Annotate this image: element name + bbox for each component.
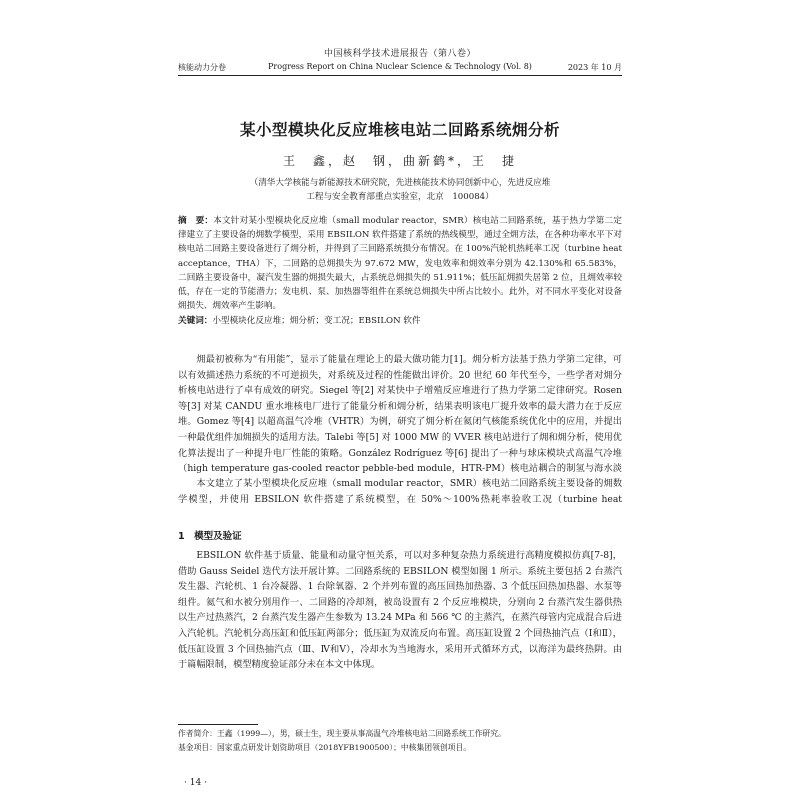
author-list: 王 鑫，赵 钢，曲新鹤*，王 捷 [282,154,517,168]
section-name: 核能动力分卷 [178,63,226,72]
abstract [178,214,622,314]
issue-date: 2023 年 10 月 [567,63,622,72]
intro-paragraph-2 [178,476,622,508]
intro-text-2: 本文建立了某小型模块化反应堆（small modular reactor，SMR）核电站二回路系统主要设备的㶲数学模型，并使用 EBSILON 软件搭建了系统模型，在 50%～100%热耗率验收工况（turbine heat [178,478,622,505]
abstract-text: 本文针对某小型模块化反应堆（small modular reactor，SMR）核电站二回路系统，基于热力学第二定律建立了主要设备的㶲数学模型，采用 EBSILON 软件搭建了系统的热线模型，通过全㶲方法，在各种功率水平下对核电站二回路主要设备进行了㶲分析，并得到了三回路系统损分布情况。在 100%汽轮机热耗率工况（turbine heat acceptance，THA）下，二回路的总㶲损失为 97.672 MW，发电效率和㶲效率分别为 42.130%和 65.583%，二回路主要设备中，凝汽发生器的㶲损失最大，占系统总㶲损失的 51.911%；低压缸㶲损失居第 2 位，且㶲效率较低，存在一定的节能潜力；发电机、泵、加热器等组件在系统总㶲损失中所占比较小。此外，对不同水平变化对设备㶲损失、㶲效率产生影响。 [178,216,622,312]
intro-text-1: 㶲最初被称为“有用能”，显示了能量在理论上的最大做功能力[1]。㶲分析方法基于热力学第二定律，可以有效描述热力系统的不可逆损失，对系统及过程的性能做出评价。20 世纪 60 年代至今，一些学者对㶲分析核电站进行了卓有成效的研究。Siegel 等[2] 对某快中子增殖反应堆进行了热力学第二定律研究。Rosen 等[3] 对某 CANDU 重水堆核电厂进行了能量分析和㶲分析，结果表明该电厂提升效率的最大潜力在于反应堆。Gomez 等[4] 以超高温气冷堆（VHTR）为例，研究了㶲分析在氦闭气核能系统优化中的应用，并提出一种最优组件加㶲损失的适用方法。Talebi 等[5] 对 1000 MW 的 VVER 核电站进行了㶲和㶲分析，使用优化算法提出了一种提升电厂性能的策略。González Rodríguez 等[6] 提出了一种与球床模块式高温气冷堆（high temperature gas-cooled reactor pebble-bed module，HTR-PM）核电站耦合的制氢与海水淡 [178,354,622,475]
footnote-divider [178,724,258,725]
keywords [178,314,622,328]
affiliation-line-2: 工程与安全教育部重点实验室，北京 100084） [306,192,494,202]
footnote-author-bio: 作者简介：王鑫（1999—），男，硕士生，现主要从事高温气冷堆核电站二回路系统工作研究。 [178,729,506,738]
journal-title-cn: 中国核科学技术进展报告（第八卷） [323,49,476,59]
intro-paragraph-1 [178,352,622,476]
page-number: · 14 · [184,778,207,788]
footnote-funding: 基金项目：国家重点研发计划资助项目（2018YFB1900500）；中核集团领创项目。 [178,743,472,752]
keywords-label: 关键词： [178,316,213,326]
keywords-text: 小型模块化反应堆；㶲分析；变工况；EBSILON 软件 [212,316,421,326]
affiliation-line-1: （清华大学核能与新能源技术研究院，先进核能技术协同创新中心，先进反应堆 [249,178,551,188]
section-1-text: EBSILON 软件基于质量、能量和动量守恒关系，可以对多种复杂热力系统进行高精度模拟仿真[7-8]，借助 Gauss Seidel 迭代方法开展计算。二回路系统的 EBSILON 模型如图 1 所示。系统主要包括 2 台蒸汽发生器、汽轮机、1 台冷凝器、1 台除氧器、2 个并列布置的高压回热加热器、3 个低压回热加热器、水泵等组件。氦气和水被分别用作一、二回路的冷却剂，被岛设置有 2 个反应堆模块，分别向 2 台蒸汽发生器供热以生产过热蒸汽，2 台蒸汽发生器产生参数为 13.24 MPa 和 566 ℃ 的主蒸汽，在蒸汽母管内完成混合后进入汽轮机。汽轮机分高压缸和低压缸两部分；低压缸为双流反向布置。高压缸设置 2 个回热抽汽点（Ⅰ和Ⅱ），低压缸设置 3 个回热抽汽点（Ⅲ、Ⅳ和Ⅴ），冷却水为当地海水，采用开式循环方式，以海洋为最终热阱。由于篇幅限制，模型精度验证部分未在本文中体现。 [178,550,622,671]
section-heading: 1 模型及验证 [178,531,242,542]
paper-title: 某小型模块化反应堆核电站二回路系统㶲分析 [239,121,560,139]
header-divider [178,75,622,76]
abstract-label: 摘 要： [178,216,214,226]
journal-title-en: Progress Report on China Nuclear Science & Technology (Vol. 8) [268,62,532,71]
section-1-body [178,548,622,688]
